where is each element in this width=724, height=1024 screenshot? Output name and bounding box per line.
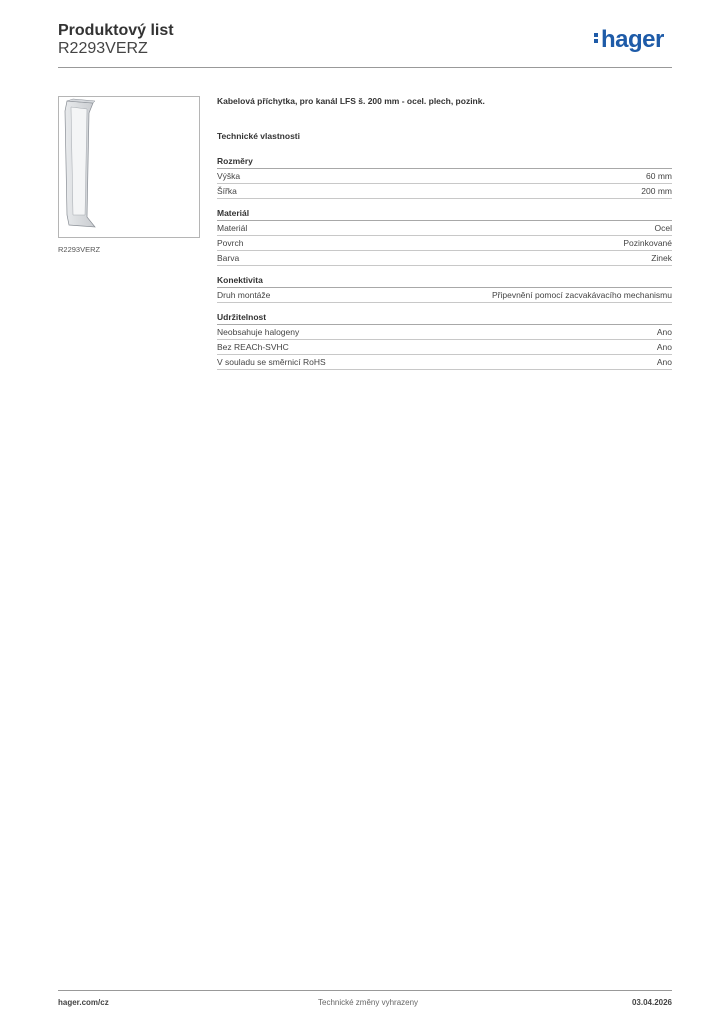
spec-row	[217, 236, 672, 251]
spec-label: Povrch	[217, 238, 244, 248]
cable-clip-illustration	[59, 97, 199, 237]
spec-row	[217, 169, 672, 184]
spec-row	[217, 325, 672, 340]
page-title: Produktový list	[58, 22, 174, 39]
spec-value: Zinek	[651, 253, 672, 263]
section-title: Konektivita	[217, 275, 672, 288]
spec-row	[217, 251, 672, 266]
footer-note: Technické změny vyhrazeny	[318, 998, 419, 1007]
section-material	[217, 208, 672, 266]
logo-text: hager	[601, 26, 664, 53]
spec-value: Ano	[656, 327, 672, 337]
spec-label: Druh montáže	[217, 290, 271, 300]
spec-row	[217, 288, 672, 303]
footer-date: 03.04.2026	[631, 998, 672, 1007]
footer-divider	[58, 990, 672, 991]
tech-heading: Technické vlastnosti	[217, 131, 300, 141]
spec-value: Připevnění pomocí zacvakávacího mechanismu	[491, 290, 672, 300]
spec-value: Pozinkované	[623, 238, 672, 248]
spec-row	[217, 221, 672, 236]
spec-value: Ano	[656, 342, 672, 352]
spec-value: 200 mm	[641, 186, 672, 196]
spec-row	[217, 340, 672, 355]
image-caption: R2293VERZ	[58, 245, 101, 254]
header-divider	[58, 67, 672, 68]
spec-label: Šířka	[217, 186, 237, 196]
spec-value: Ocel	[654, 223, 672, 233]
hager-logo	[594, 26, 664, 54]
section-dimensions	[217, 156, 672, 199]
section-title: Materiál	[217, 208, 672, 221]
section-sustainability	[217, 312, 672, 370]
spec-value: Ano	[656, 357, 672, 367]
section-title: Rozměry	[217, 156, 672, 169]
footer-website-link[interactable]: hager.com/cz	[58, 998, 109, 1007]
spec-row	[217, 355, 672, 370]
product-code: R2293VERZ	[58, 40, 148, 57]
product-image	[58, 96, 200, 238]
product-details	[217, 96, 672, 379]
section-title: Udržitelnost	[217, 312, 672, 325]
spec-label: Výška	[217, 171, 241, 181]
spec-label: Bez REACh-SVHC	[217, 342, 289, 352]
spec-label: Materiál	[217, 223, 248, 233]
product-description: Kabelová příchytka, pro kanál LFS š. 200 mm - ocel. plech, pozink.	[217, 96, 485, 106]
spec-value: 60 mm	[646, 171, 672, 181]
spec-label: Neobsahuje halogeny	[217, 327, 300, 337]
spec-label: Barva	[217, 253, 240, 263]
spec-row	[217, 184, 672, 199]
section-connectivity	[217, 275, 672, 303]
spec-label: V souladu se směrnicí RoHS	[217, 357, 326, 367]
logo-dots-icon	[594, 31, 599, 45]
